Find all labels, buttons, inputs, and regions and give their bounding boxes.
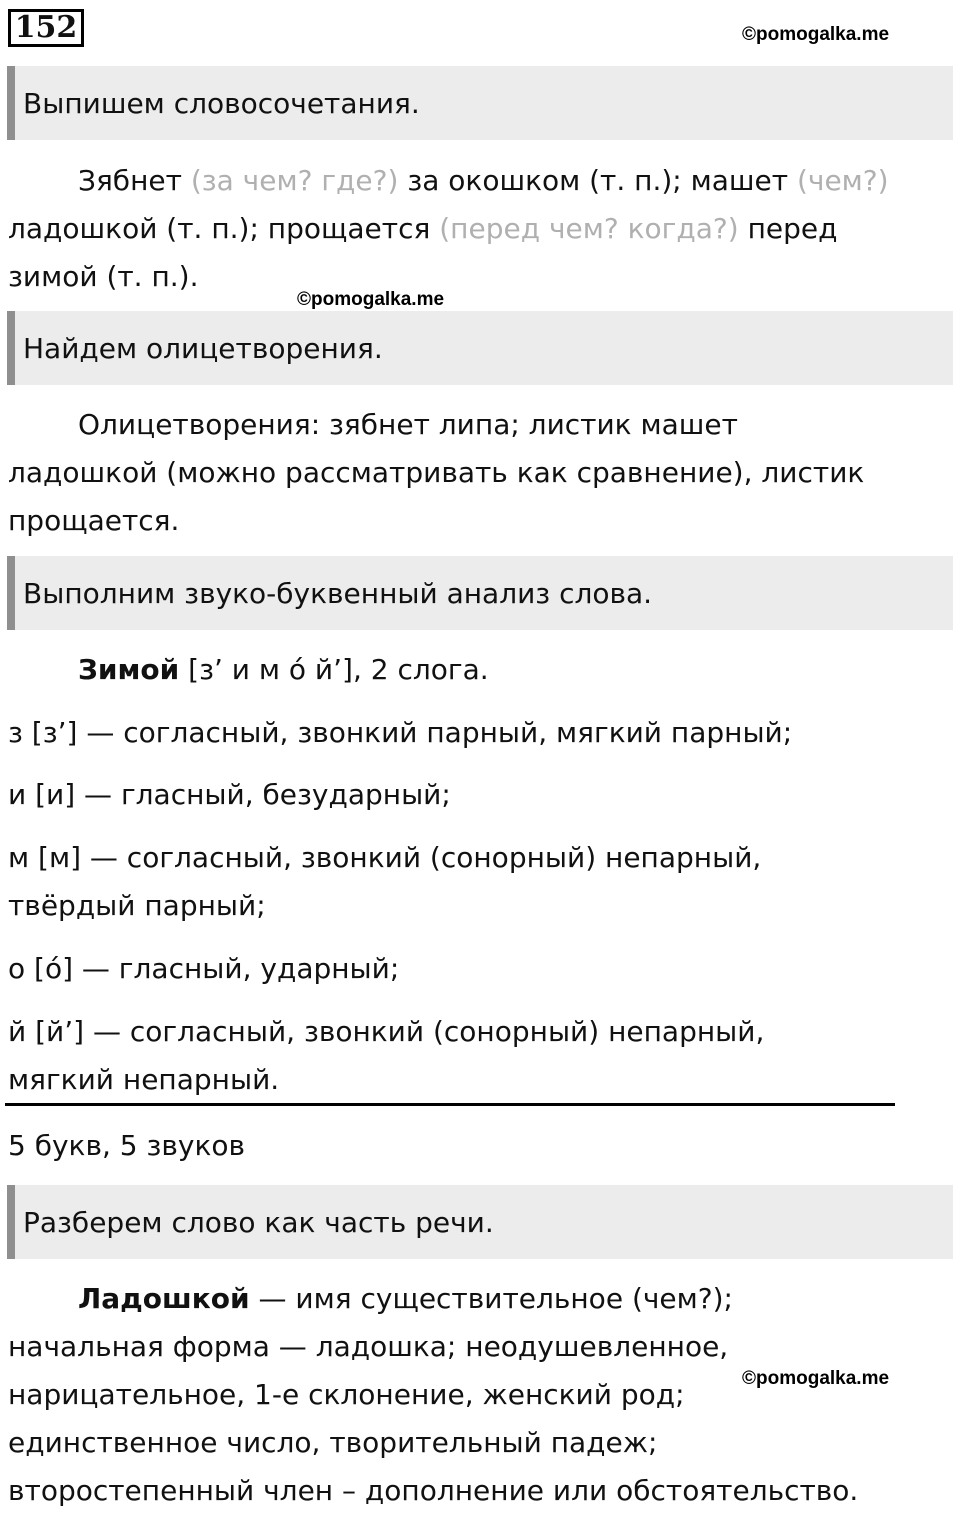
collocations-line-2: ладошкой (т. п.); прощается (перед чем? когда?) перед	[8, 212, 838, 245]
phonetic-m-2: твёрдый парный;	[8, 889, 266, 922]
morphology-line-5: второстепенный член – дополнение или обстоятельство.	[8, 1474, 859, 1507]
phonetic-word-line: Зимой [з’ и м о́ й’], 2 слога.	[78, 653, 489, 686]
phonetic-o: о [о́] — гласный, ударный;	[8, 952, 400, 985]
personification-line-3: прощается.	[8, 504, 180, 537]
phonetic-m-1: м [м] — согласный, звонкий (сонорный) непарный,	[8, 841, 762, 874]
collocations-line-1: Зябнет (за чем? где?) за окошком (т. п.); машет (чем?)	[78, 164, 889, 197]
morphology-line-2: начальная форма — ладошка; неодушевленное,	[8, 1330, 729, 1363]
section-heading-morphology: Разберем слово как часть речи.	[7, 1185, 953, 1259]
phonetic-j-2: мягкий непарный.	[8, 1063, 280, 1096]
watermark-bottom: ©pomogalka.me	[742, 1368, 890, 1389]
section-heading-collocations: Выпишем словосочетания.	[7, 66, 953, 140]
watermark-middle: ©pomogalka.me	[297, 289, 445, 310]
morphology-line-3: нарицательное, 1-е склонение, женский род;	[8, 1378, 685, 1411]
phonetic-j-1: й [й’] — согласный, звонкий (сонорный) непарный,	[8, 1015, 765, 1048]
divider-line	[5, 1103, 895, 1106]
collocations-line-3: зимой (т. п.).	[8, 260, 199, 293]
phonetic-z: з [з’] — согласный, звонкий парный, мягкий парный;	[8, 716, 793, 749]
task-number: 152	[14, 10, 78, 45]
morphology-line-1: Ладошкой — имя существительное (чем?);	[78, 1282, 733, 1315]
phonetic-summary: 5 букв, 5 звуков	[8, 1129, 245, 1162]
section-heading-personification: Найдем олицетворения.	[7, 311, 953, 385]
section-body-personification	[8, 401, 958, 545]
section-body-morphology	[8, 1275, 958, 1515]
personification-line-2: ладошкой (можно рассматривать как сравнение), листик	[8, 456, 865, 489]
watermark-top: ©pomogalka.me	[742, 24, 890, 45]
section-heading-phonetic: Выполним звуко-буквенный анализ слова.	[7, 556, 953, 630]
morphology-line-4: единственное число, творительный падеж;	[8, 1426, 658, 1459]
personification-line-1: Олицетворения: зябнет липа; листик машет	[78, 408, 738, 441]
section-body-collocations	[8, 157, 958, 301]
phonetic-i: и [и] — гласный, безударный;	[8, 778, 451, 811]
task-number-box	[8, 9, 84, 47]
